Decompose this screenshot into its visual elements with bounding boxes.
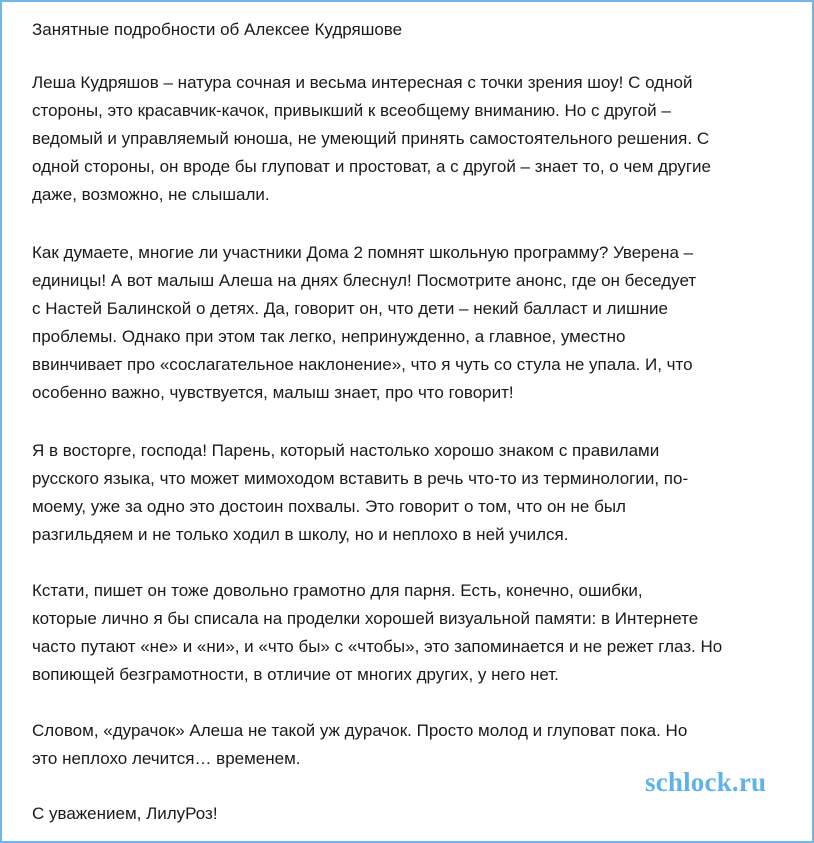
article-title: Занятные подробности об Алексее Кудряшове <box>32 20 403 39</box>
text-line: стороны, это красавчик-качок, привыкший к всеобщему вниманию. Но с другой – <box>32 101 671 120</box>
text-line: Я в восторге, господа! Парень, который настолько хорошо знаком с правилами <box>32 441 660 460</box>
text-line: вопиющей безграмотности, в отличие от многих других, у него нет. <box>32 665 559 684</box>
signature-line: С уважением, ЛилуРоз! <box>32 804 218 823</box>
text-line: русского языка, что может мимоходом вставить в речь что-то из терминологии, по- <box>32 469 689 488</box>
text-line: даже, возможно, не слышали. <box>32 185 270 204</box>
paragraph-conclusion <box>32 717 792 773</box>
text-line: ввинчивает про «сослагательное наклонение», что я чуть со стула не упала. И, что <box>32 355 693 374</box>
signature <box>32 800 792 828</box>
text-line: ведомый и управляемый юноша, не умеющий принять самостоятельного решения. С <box>32 129 710 148</box>
text-line: единицы! А вот малыш Алеша на днях блеснул! Посмотрите анонс, где он беседует <box>32 271 697 290</box>
text-line: это неплохо лечится… временем. <box>32 749 301 768</box>
text-line: особенно важно, чувствуется, малыш знает, про что говорит! <box>32 383 514 402</box>
text-line: одной стороны, он вроде бы глуповат и простоват, а с другой – знает то, о чем другие <box>32 157 712 176</box>
text-line: Кстати, пишет он тоже довольно грамотно для парня. Есть, конечно, ошибки, <box>32 581 643 600</box>
text-line: Словом, «дурачок» Алеша не такой уж дурачок. Просто молод и глуповат пока. Но <box>32 721 688 740</box>
text-line: моему, уже за одно это достоин похвалы. Это говорит о том, что он не был <box>32 497 626 516</box>
paragraph-school-program <box>32 239 792 407</box>
text-line: часто путают «не» и «ни», и «что бы» с «чтобы», это запоминается и не режет глаз. Но <box>32 637 723 656</box>
paragraph-writing <box>32 577 792 689</box>
text-line: разгильдяем и не только ходил в школу, но и неплохо в ней учился. <box>32 525 569 544</box>
text-line: Как думаете, многие ли участники Дома 2 помнят школьную программу? Уверена – <box>32 243 694 262</box>
text-line: Леша Кудряшов – натура сочная и весьма интересная с точки зрения шоу! С одной <box>32 73 693 92</box>
paragraph-intro <box>32 69 792 209</box>
text-line: проблемы. Однако при этом так легко, непринужденно, а главное, уместно <box>32 327 626 346</box>
paragraph-delight <box>32 437 792 549</box>
text-line: которые лично я бы списала на проделки хорошей визуальной памяти: в Интернете <box>32 609 699 628</box>
site-watermark: schlock.ru <box>645 767 767 797</box>
text-line: с Настей Балинской о детях. Да, говорит он, что дети – некий балласт и лишние <box>32 299 668 318</box>
